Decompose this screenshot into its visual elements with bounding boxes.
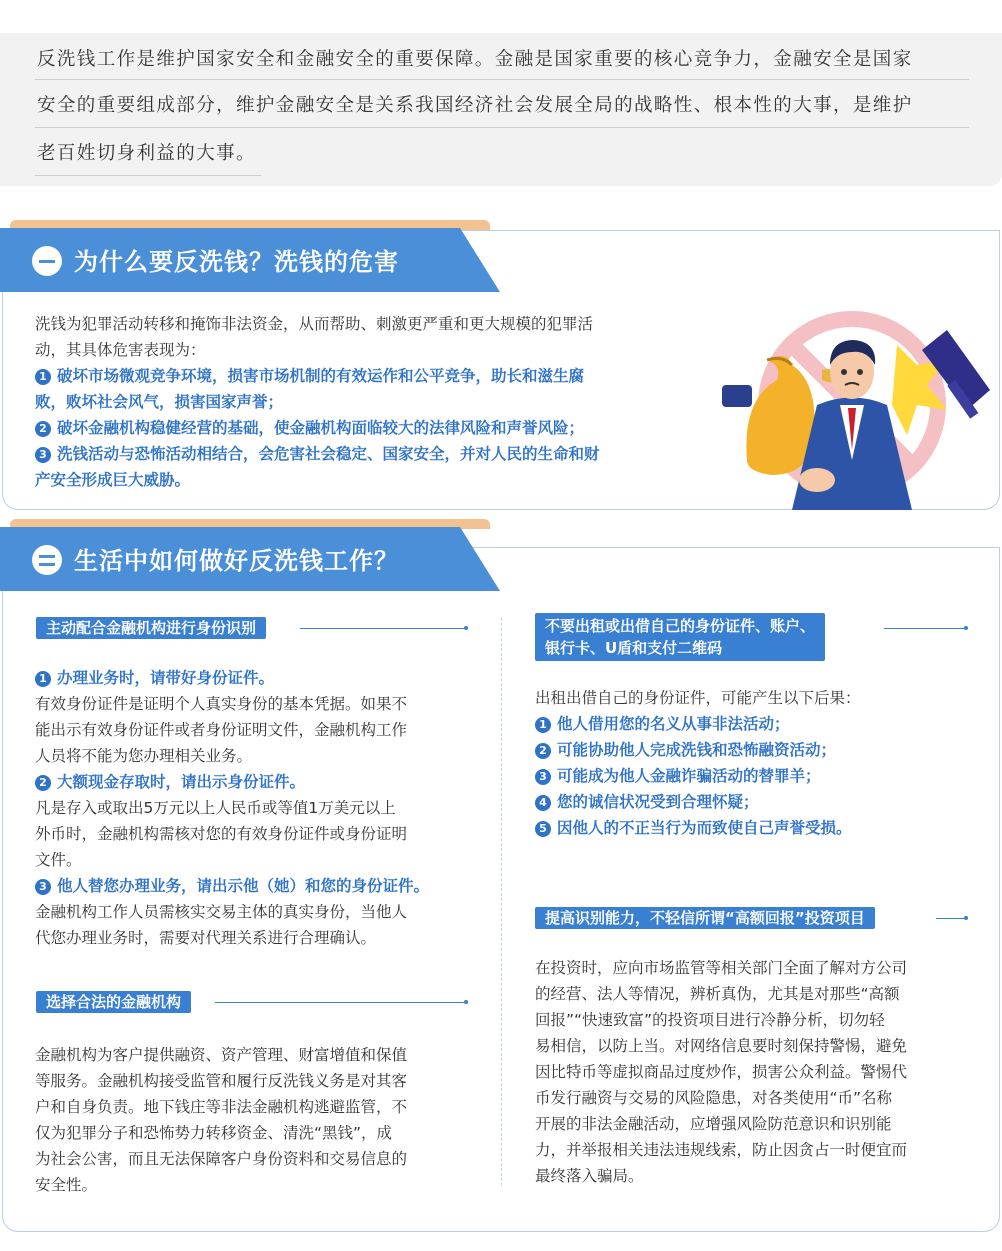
number-badge: 5: [535, 821, 551, 837]
consequence-item: 5 因他人的不正当行为而致使自己声誉受损。: [535, 815, 975, 841]
section-number-badge: [32, 545, 62, 575]
section-1-title: 为什么要反洗钱？洗钱的危害: [74, 248, 399, 276]
number-badge: 1: [35, 369, 51, 385]
section-2-tab: [0, 527, 500, 591]
number-badge: 2: [35, 775, 51, 791]
number-badge: 3: [35, 879, 51, 895]
column-divider: [501, 618, 502, 1186]
harm-item-3: 3 洗钱活动与恐怖活动相结合，会危害社会稳定、国家安全，并对人民的生命和财: [35, 441, 715, 467]
section-number-badge: [32, 246, 62, 276]
money-laundering-illustration: [722, 310, 997, 510]
intro-line: 老百姓切身利益的大事。: [37, 143, 256, 164]
harm-item-3-cont: 产安全形成巨大威胁。: [35, 471, 191, 489]
intro-panel: [0, 33, 1002, 186]
lead-line: 动，其具体危害表现为：: [35, 341, 206, 359]
consequence-item: 3 可能成为他人金融诈骗活动的替罪羊；: [535, 763, 975, 789]
subheading-legal-institution: 选择合法的金融机构: [36, 991, 191, 1013]
number-badge: 4: [535, 795, 551, 811]
number-badge: 2: [35, 421, 51, 437]
identity-item-1-title: 1 办理业务时，请带好身份证件。: [35, 665, 475, 691]
section-1-tab: [0, 228, 500, 292]
harm-item-1: 1 破坏市场微观竞争环境，损害市场机制的有效运作和公平竞争，助长和滋生腐: [35, 363, 715, 389]
lead-line: 洗钱为犯罪活动转移和掩饰非法资金，从而帮助、刺激更严重和更大规模的犯罪活: [35, 315, 594, 333]
identity-text: 1 办理业务时，请带好身份证件。 有效身份证件是证明个人真实身份的基本凭据。如果不 能出示有效身份证件或者身份证明文件，金融机构工作 人员将不能为您办理相关业务。 2 大额现金存取时，请出示身份证件。 凡是存入或取出5万元以上人民币或等值1万美元以上 外币时，金融机构需核对您的有效身份证件或身份证明 文件。 3 他人替您办理业务，请出示他（她）和您的身份证件。 金融机构工作人员需核实交易主体的真实身份，当他人 代您办理业务时，需要对代理关系进行合理确认。: [35, 665, 475, 951]
do-not-lend-text: 出租出借自己的身份证件，可能产生以下后果： 1 他人借用您的名义从事非法活动； 2 可能协助他人完成洗钱和恐怖融资活动； 3 可能成为他人金融诈骗活动的替罪羊； 4 您的诚信状况受到合理怀疑； 5 因他人的不正当行为而致使自己声誉受损。: [535, 685, 975, 841]
divider: [35, 79, 969, 80]
harm-item-1-cont: 败，败坏社会风气，损害国家声誉；: [35, 393, 284, 411]
intro-line: 安全的重要组成部分，维护金融安全是关系我国经济社会发展全局的战略性、根本性的大事，是维护: [37, 95, 913, 116]
subheading-identity: 主动配合金融机构进行身份识别: [36, 617, 266, 639]
number-badge: 3: [35, 447, 51, 463]
divider: [35, 175, 261, 176]
number-badge: 1: [35, 671, 51, 687]
identity-item-2-title: 2 大额现金存取时，请出示身份证件。: [35, 769, 475, 795]
section-1-text: [35, 311, 715, 493]
consequence-item: 1 他人借用您的名义从事非法活动；: [535, 711, 975, 737]
number-badge: 3: [535, 769, 551, 785]
section-2-title: 生活中如何做好反洗钱工作？: [74, 547, 399, 575]
high-return-text: 在投资时，应向市场监管等相关部门全面了解对方公司 的经营、法人等情况，辨析真伪，尤其是对那些“高额 回报”“快速致富”的投资项目进行冷静分析，切勿轻 易相信，以防上当。对网络信息要时刻保持警惕，避免 因比特币等虚拟商品过度炒作，损害公众利益。警惕代 币发行融资与交易的风险隐患，对各类使用“币”名称 开展的非法金融活动，应增强风险防范意识和识别能 力，并举报相关违法违规线索，防止因贪占一时便宜而 最终落入骗局。: [535, 959, 908, 1185]
harm-item-2: 2 破坏金融机构稳健经营的基础，使金融机构面临较大的法律风险和声誉风险；: [35, 415, 715, 441]
number-badge: 1: [535, 717, 551, 733]
consequence-item: 4 您的诚信状况受到合理怀疑；: [535, 789, 975, 815]
identity-item-3-title: 3 他人替您办理业务，请出示他（她）和您的身份证件。: [35, 873, 475, 899]
subheading-high-return: 提高识别能力，不轻信所谓“高额回报”投资项目: [535, 907, 875, 929]
divider: [35, 127, 969, 128]
legal-institution-text: 金融机构为客户提供融资、资产管理、财富增值和保值 等服务。金融机构接受监管和履行反洗钱义务是对其客 户和自身负责。地下钱庄等非法金融机构逃避监管，不 仅为犯罪分子和恐怖势力转移资金、清洗“黑钱”，成 为社会公害，而且无法保障客户身份资料和交易信息的 安全性。: [35, 1046, 408, 1194]
number-badge: 2: [535, 743, 551, 759]
intro-line: 反洗钱工作是维护国家安全和金融安全的重要保障。金融是国家重要的核心竞争力，金融安全是国家: [37, 49, 913, 70]
subheading-do-not-lend: 不要出租或出借自己的身份证件、账户、 银行卡、U盾和支付二维码: [535, 613, 825, 661]
consequence-item: 2 可能协助他人完成洗钱和恐怖融资活动；: [535, 737, 975, 763]
